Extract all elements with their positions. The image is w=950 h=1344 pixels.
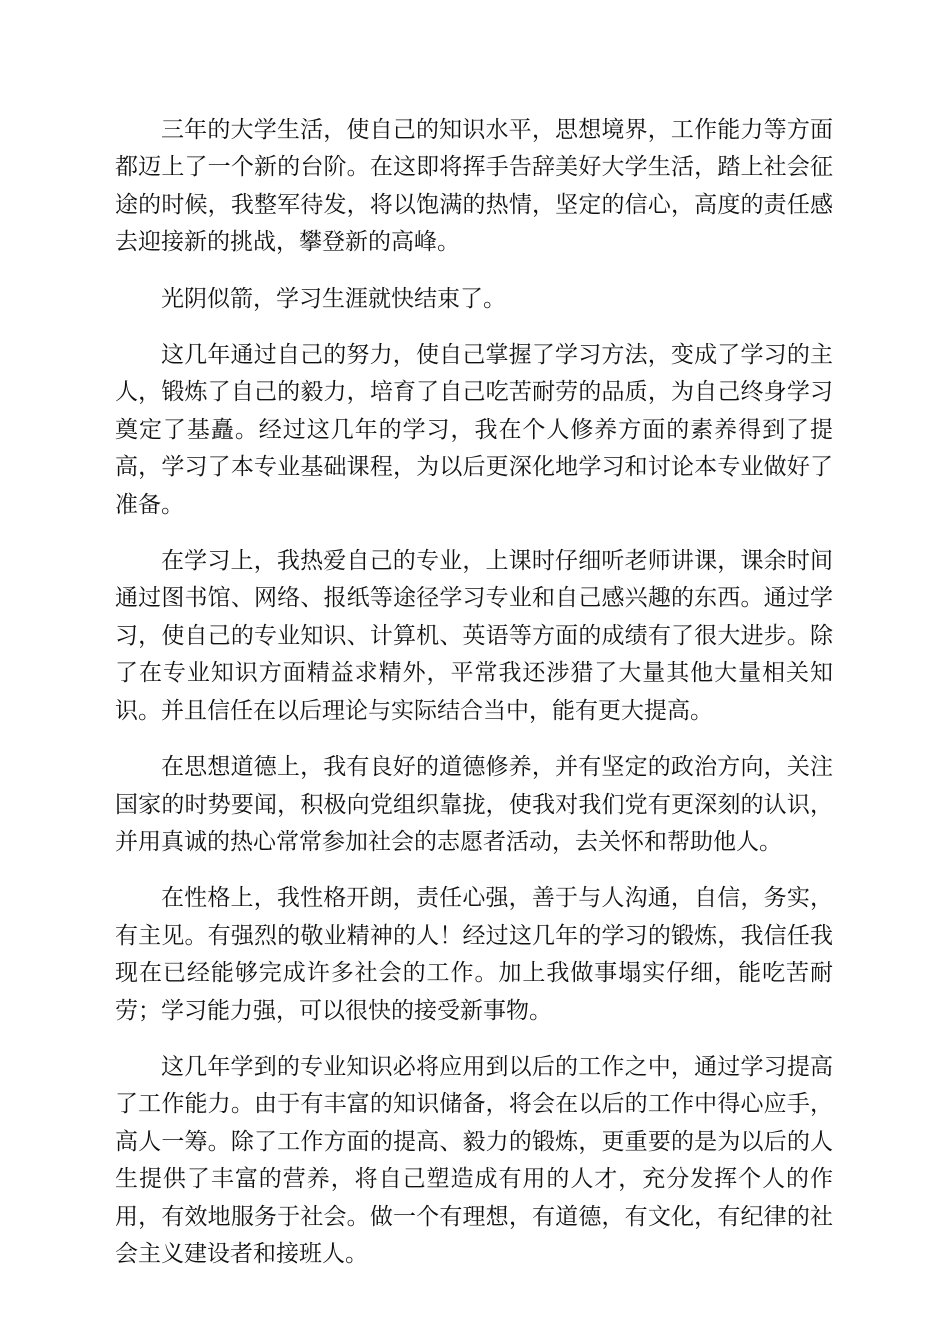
paragraph-7: 这几年学到的专业知识必将应用到以后的工作之中，通过学习提高了工作能力。由于有丰富的知识储备，将会在以后的工作中得心应手，高人一筹。除了工作方面的提高、毅力的锻炼，更重要的是为以后的人生提供了丰富的营养，将自己塑造成有用的人才，充分发挥个人的作用，有效地服务于社会。做一个有理想，有道德，有文化，有纪律的社会主义建设者和接班人。: [115, 1053, 833, 1267]
paragraph-5: 在思想道德上，我有良好的道德修养，并有坚定的政治方向，关注国家的时势要闻，积极向党组织靠拢，使我对我们党有更深刻的认识，并用真诚的热心常常参加社会的志愿者活动，去关怀和帮助他人。: [115, 754, 833, 855]
paragraph-4: 在学习上，我热爱自己的专业，上课时仔细听老师讲课，课余时间通过图书馆、网络、报纸等途径学习专业和自己感兴趣的东西。通过学习，使自己的专业知识、计算机、英语等方面的成绩有了很大进步。除了在专业知识方面精益求精外，平常我还涉猎了大量其他大量相关知识。并且信任在以后理论与实际结合当中，能有更大提高。: [115, 548, 833, 724]
document-body: [115, 112, 833, 1292]
paragraph-2: 光阴似箭，学习生涯就快结束了。: [161, 285, 506, 312]
paragraph-1: 三年的大学生活，使自己的知识水平，思想境界，工作能力等方面都迈上了一个新的台阶。在这即将挥手告辞美好大学生活，踏上社会征途的时候，我整军待发，将以饱满的热情，坚定的信心，高度的责任感去迎接新的挑战，攀登新的高峰。: [115, 117, 833, 256]
paragraph-3: 这几年通过自己的努力，使自己掌握了学习方法，变成了学习的主人，锻炼了自己的毅力，培育了自己吃苦耐劳的品质，为自己终身学习奠定了基矗。经过这几年的学习，我在个人修养方面的素养得到了提高，学习了本专业基础课程，为以后更深化地学习和讨论本专业做好了准备。: [115, 342, 833, 518]
paragraph-6: 在性格上，我性格开朗，责任心强，善于与人沟通，自信，务实，有主见。有强烈的敬业精神的人！经过这几年的学习的锻炼，我信任我现在已经能够完成许多社会的工作。加上我做事塌实仔细，能吃苦耐劳；学习能力强，可以很快的接受新事物。: [115, 885, 833, 1024]
